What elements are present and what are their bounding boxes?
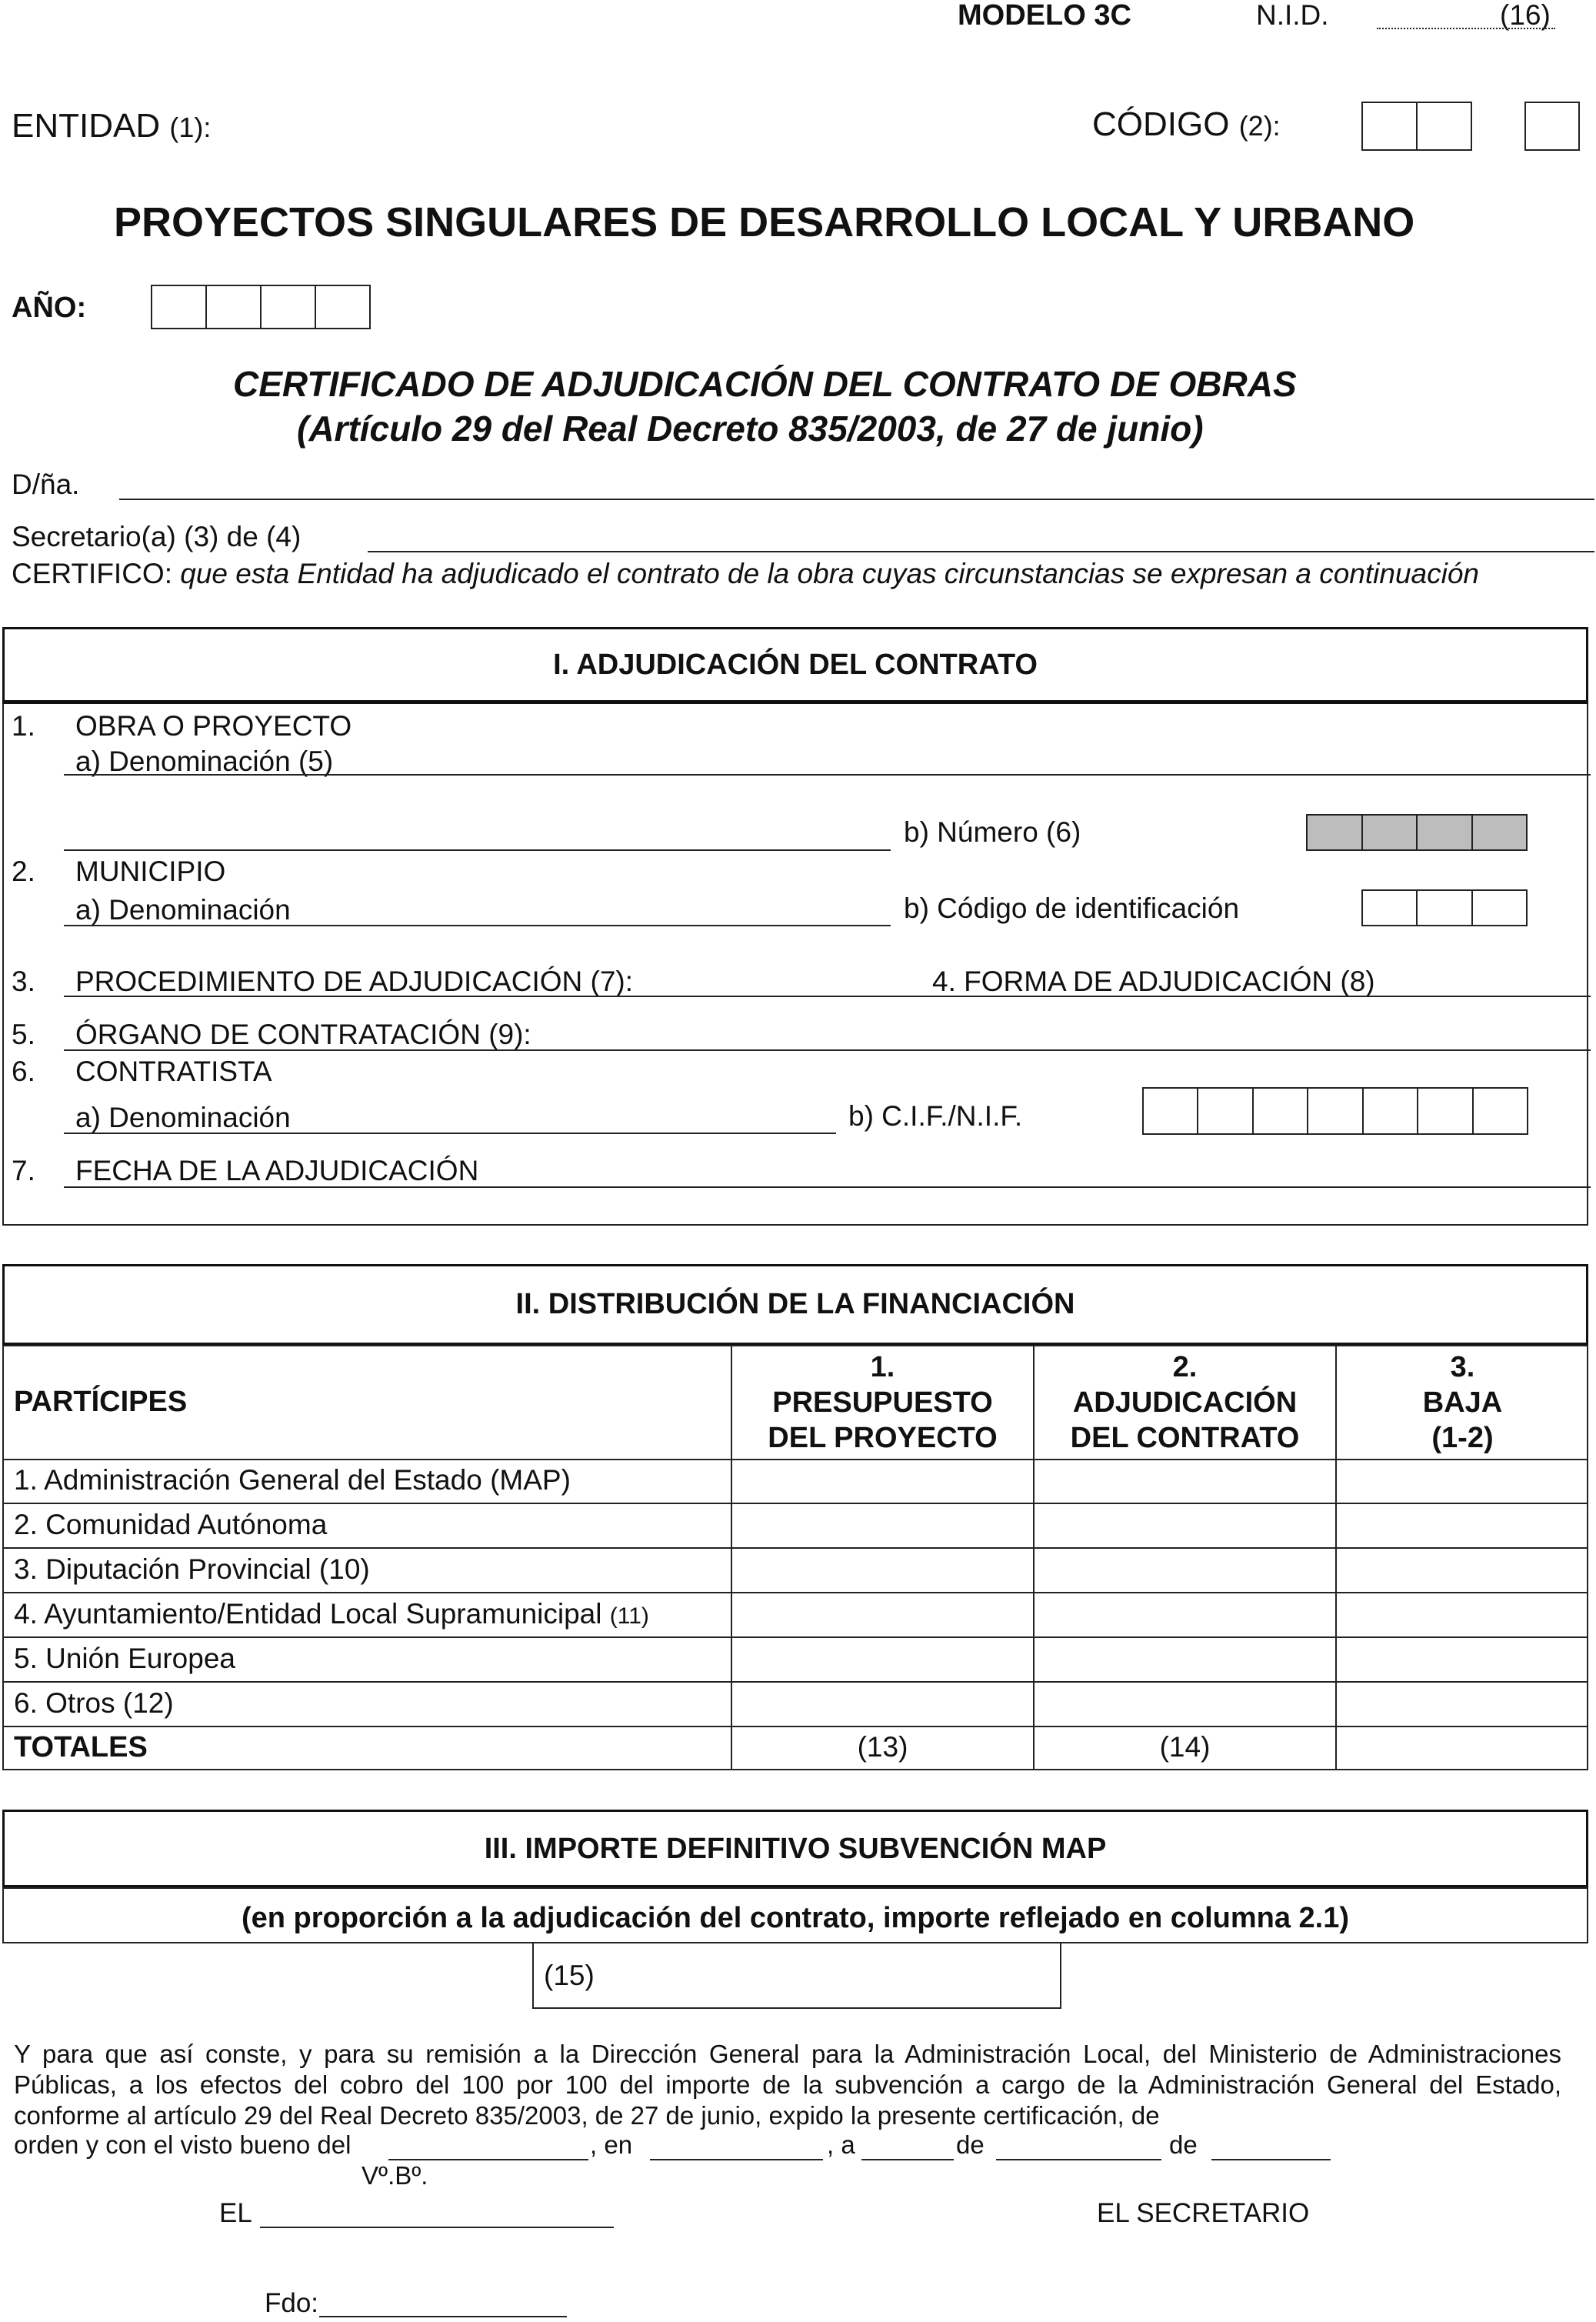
- total-adjudicacion-ref: (14): [1159, 1731, 1211, 1763]
- place-field[interactable]: [650, 2159, 823, 2160]
- section2-title: II. DISTRIBUCIÓN DE LA FINANCIACIÓN: [515, 1288, 1075, 1320]
- obra-num-input: [1306, 814, 1528, 851]
- muni-code-label: b) Código de identificación: [904, 892, 1240, 924]
- closing-paragraph: Y para que así conste, y para su remisión a la Dirección General para la Administración Local, del Ministerio de Administraciones Públicas, a los efectos del cobro del 100 por 100 del importe de la subvención a cargo de la Administración General del Estado, conforme al artículo 29 del Real Decreto 835/2003, de 27 de junio, expido la presente certificación, de: [14, 2040, 1561, 2130]
- dna-field[interactable]: [119, 499, 1594, 500]
- year-input[interactable]: [151, 285, 371, 329]
- closing-a: , a: [827, 2130, 855, 2159]
- section3-title: III. IMPORTE DEFINITIVO SUBVENCIÓN MAP: [484, 1833, 1107, 1865]
- code-input-a[interactable]: [1361, 102, 1472, 151]
- fdo-label: Fdo:: [265, 2288, 319, 2318]
- closing-de-2: de: [1169, 2130, 1198, 2159]
- table-row-divider: [2, 1459, 1588, 1460]
- procedimiento-label: PROCEDIMIENTO DE ADJUDICACIÓN (7):: [75, 966, 634, 997]
- table-row-divider: [2, 1503, 1588, 1504]
- total-presupuesto-ref: (13): [857, 1731, 908, 1763]
- muni-code-input[interactable]: [1361, 889, 1528, 926]
- table-row-divider: [2, 1636, 1588, 1638]
- obra-label: OBRA O PROYECTO: [75, 710, 352, 742]
- obra-denom-field[interactable]: [64, 774, 1591, 776]
- cert-title: CERTIFICADO DE ADJUDICACIÓN DEL CONTRATO DE OBRAS: [233, 364, 1297, 404]
- table-row-label: 4. Ayuntamiento/Entidad Local Supramunicipal (11): [14, 1598, 649, 1630]
- year-field[interactable]: [1211, 2159, 1331, 2160]
- table-row-label: 3. Diputación Provincial (10): [14, 1553, 370, 1585]
- el-label: EL: [219, 2198, 252, 2228]
- procedimiento-field[interactable]: [64, 996, 1591, 997]
- nid-ref: (16): [1500, 0, 1551, 31]
- nid-field[interactable]: [1377, 28, 1555, 29]
- obra-denom-label: a) Denominación (5): [75, 746, 334, 777]
- table-row-label: 5. Unión Europea: [14, 1643, 235, 1674]
- section1-title: I. ADJUDICACIÓN DEL CONTRATO: [553, 649, 1038, 681]
- day-field[interactable]: [861, 2159, 954, 2160]
- item-number-1: 1.: [12, 710, 35, 742]
- table-row-divider: [2, 1547, 1588, 1549]
- page-title: PROYECTOS SINGULARES DE DESARROLLO LOCAL Y URBANO: [114, 199, 1415, 245]
- entity-label: ENTIDAD (1):: [12, 107, 212, 145]
- col-header-participes: PARTÍCIPES: [14, 1386, 188, 1418]
- secretary-label: Secretario(a) (3) de (4): [12, 521, 302, 552]
- item-number-3: 3.: [12, 966, 35, 997]
- month-field[interactable]: [996, 2159, 1161, 2160]
- table-row-label: 1. Administración General del Estado (MAP): [14, 1464, 571, 1496]
- contratista-label: CONTRATISTA: [75, 1056, 272, 1087]
- nid-label: N.I.D.: [1256, 0, 1329, 31]
- table-row-label: 2. Comunidad Autónoma: [14, 1509, 328, 1540]
- table-row-divider: [2, 1592, 1588, 1593]
- item-number-7: 7.: [12, 1155, 35, 1186]
- fdo-signature-field[interactable]: [319, 2316, 567, 2317]
- col-header-adjudicacion: 2. ADJUDICACIÓN DEL CONTRATO: [1070, 1351, 1300, 1454]
- organo-label: ÓRGANO DE CONTRATACIÓN (9):: [75, 1019, 531, 1050]
- el-signature-field[interactable]: [260, 2227, 614, 2228]
- cert-subtitle: (Artículo 29 del Real Decreto 835/2003, de 27 de junio): [297, 409, 1204, 449]
- totals-label: TOTALES: [14, 1731, 148, 1763]
- certify-line: CERTIFICO: que esta Entidad ha adjudicado el contrato de la obra cuyas circunstancias se expresan a continuación: [12, 558, 1479, 589]
- secretary-signature-label: EL SECRETARIO: [1097, 2198, 1310, 2228]
- model-label: MODELO 3C: [958, 0, 1131, 32]
- forma-label: 4. FORMA DE ADJUDICACIÓN (8): [932, 966, 1375, 997]
- subsidy-amount-ref: (15): [544, 1960, 595, 1991]
- vobo-label: Vº.Bº.: [362, 2161, 428, 2190]
- dna-label: D/ña.: [12, 469, 80, 500]
- closing-last-line: orden y con el visto bueno del: [14, 2130, 352, 2159]
- contr-denom-label: a) Denominación: [75, 1102, 291, 1133]
- item-number-6: 6.: [12, 1056, 35, 1087]
- obra-num-label: b) Número (6): [904, 816, 1081, 848]
- section3-subtitle: (en proporción a la adjudicación del contrato, importe reflejado en columna 2.1): [241, 1902, 1350, 1934]
- contr-cif-input[interactable]: [1142, 1087, 1528, 1135]
- subsidy-amount-box[interactable]: [532, 1942, 1061, 2009]
- fecha-label: FECHA DE LA ADJUDICACIÓN: [75, 1155, 479, 1186]
- col-header-baja: 3. BAJA (1-2): [1422, 1351, 1503, 1454]
- code-input-b[interactable]: [1524, 102, 1580, 151]
- secretary-field[interactable]: [368, 551, 1594, 552]
- contr-cif-label: b) C.I.F./N.I.F.: [848, 1100, 1023, 1132]
- year-label: AÑO:: [12, 292, 87, 324]
- contr-denom-field[interactable]: [64, 1133, 836, 1134]
- obra-denom-field-2[interactable]: [64, 849, 891, 851]
- closing-de-1: de: [956, 2130, 985, 2159]
- closing-en: , en: [590, 2130, 633, 2159]
- item-number-2: 2.: [12, 856, 35, 887]
- organo-field[interactable]: [64, 1049, 1591, 1051]
- table-row-label: 6. Otros (12): [14, 1687, 174, 1719]
- code-label: CÓDIGO (2):: [1092, 105, 1281, 143]
- table-row-divider: [2, 1681, 1588, 1683]
- table-row-divider: [2, 1726, 1588, 1727]
- municipio-label: MUNICIPIO: [75, 856, 226, 887]
- fecha-field[interactable]: [64, 1186, 1591, 1188]
- item-number-5: 5.: [12, 1019, 35, 1050]
- muni-denom-field[interactable]: [64, 925, 891, 926]
- muni-denom-label: a) Denominación: [75, 894, 291, 926]
- col-header-presupuesto: 1. PRESUPUESTO DEL PROYECTO: [768, 1351, 998, 1454]
- vobo-name-field[interactable]: [388, 2159, 588, 2160]
